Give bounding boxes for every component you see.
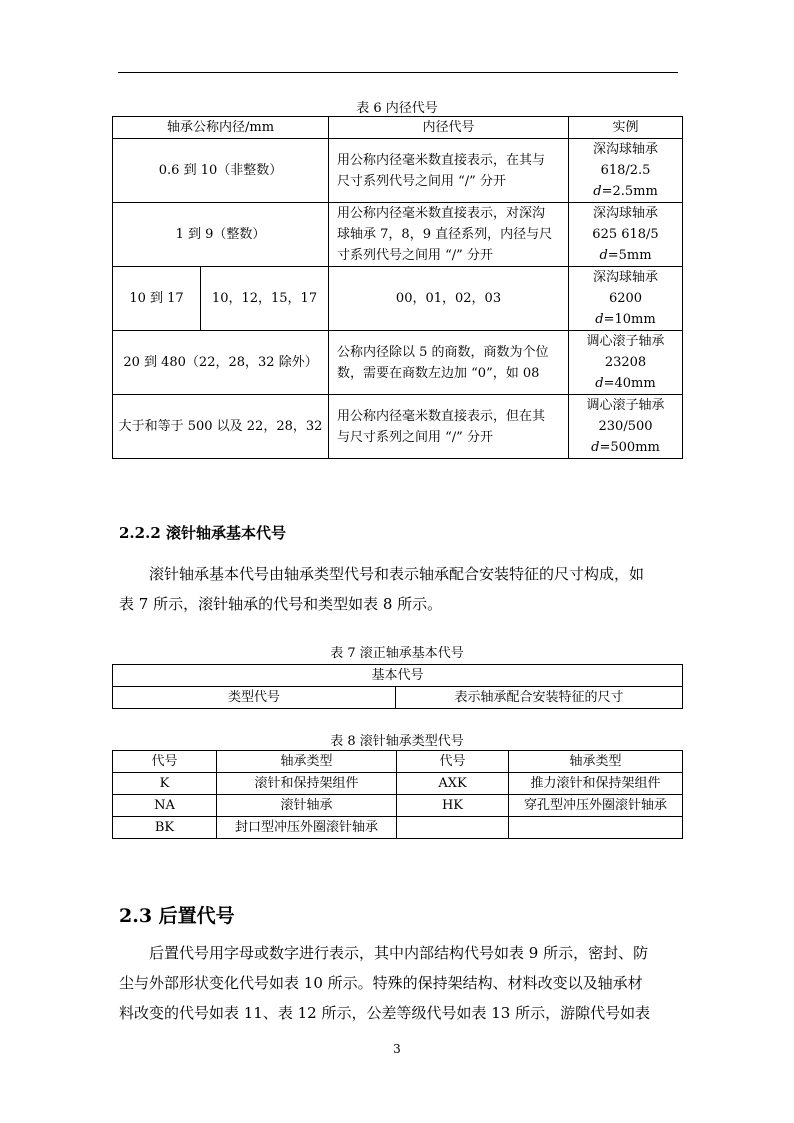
- table8-cell: 滚针轴承: [217, 795, 397, 817]
- table8-cell: AXK: [397, 773, 509, 795]
- table8-cell: BK: [113, 817, 217, 839]
- table6-code-cell: [329, 331, 569, 395]
- paragraph: [119, 938, 681, 1028]
- table6-code-line: 数，需要在商数左边加 “0”，如 08: [337, 365, 540, 381]
- table6: [112, 116, 683, 459]
- table7-right-cell: 表示轴承配合安装特征的尺寸: [396, 687, 683, 709]
- table6-code-line: 用公称内径毫米数直接表示，在其与: [337, 152, 546, 168]
- table6-code-cell: [329, 139, 569, 203]
- table6-range-cell: 20 到 480（22，28，32 除外）: [113, 331, 329, 395]
- table7: [112, 664, 683, 709]
- table6-code-line: 寸系列代号之间用 “/” 分开: [337, 248, 493, 263]
- table6-code-line: 球轴承 7，8，9 直径系列，内径与尺: [337, 227, 553, 242]
- table-row: [113, 267, 683, 331]
- table6-example-line: 深沟球轴承: [593, 270, 659, 285]
- d-symbol: d: [595, 376, 604, 391]
- table6-example-cell: [569, 203, 683, 267]
- table-row: [113, 687, 683, 709]
- paragraph: [119, 559, 681, 619]
- table6-range-cell: 1 到 9（整数）: [113, 203, 329, 267]
- table-row: [113, 665, 683, 687]
- table8-header-cell: 代号: [113, 751, 217, 773]
- table6-header-cell: 轴承公称内径/mm: [113, 117, 329, 139]
- table8-cell: [509, 817, 683, 839]
- table8-cell: 滚针和保持架组件: [217, 773, 397, 795]
- table6-code-cell: 00，01，02，03: [329, 267, 569, 331]
- table6-example-line: 调心滚子轴承: [586, 334, 665, 349]
- header-rule: [118, 72, 678, 73]
- table7-left-cell: 类型代号: [113, 687, 396, 709]
- diameter-value: =500mm: [599, 440, 660, 455]
- diameter-value: =5mm: [607, 248, 652, 263]
- table-row: [113, 817, 683, 839]
- table8: [112, 750, 683, 839]
- section-heading-2-2-2: 2.2.2 滚针轴承基本代号: [119, 524, 286, 542]
- table6-example-diameter: [571, 437, 680, 458]
- table-row: [113, 395, 683, 459]
- table-row: [113, 331, 683, 395]
- table6-example-line: 618/2.5: [600, 163, 651, 178]
- table6-caption: 表 6 内径代号: [356, 101, 438, 116]
- table8-header-row: [113, 751, 683, 773]
- table8-header-cell: 轴承类型: [509, 751, 683, 773]
- table6-example-cell: [569, 331, 683, 395]
- table6-example-diameter: [571, 373, 680, 394]
- paragraph-line: 料改变的代号如表 11、表 12 所示，公差等级代号如表 13 所示，游隙代号如表: [119, 1004, 651, 1022]
- table6-header-row: [113, 117, 683, 139]
- d-symbol: d: [591, 440, 600, 455]
- table8-header-cell: 轴承类型: [217, 751, 397, 773]
- table-row: [113, 203, 683, 267]
- table6-code-line: 用公称内径毫米数直接表示，但在其: [337, 408, 546, 424]
- section-heading-2-3: 2.3 后置代号: [119, 905, 235, 927]
- table6-example-diameter: [571, 181, 680, 202]
- paragraph-line: 尘与外部形状变化代号如表 10 所示。特殊的保持架结构、材料改变以及轴承材: [119, 974, 643, 992]
- table-row: [113, 139, 683, 203]
- table8-cell: 推力滚针和保持架组件: [509, 773, 683, 795]
- table6-code-line: 公称内径除以 5 的商数，商数为个位: [337, 344, 549, 360]
- diameter-value: =10mm: [603, 312, 656, 327]
- table8-cell: [397, 817, 509, 839]
- diameter-value: =40mm: [603, 376, 656, 391]
- table6-header-cell: 实例: [569, 117, 683, 139]
- table8-cell: NA: [113, 795, 217, 817]
- table6-example-diameter: [571, 309, 680, 330]
- paragraph-line: 滚针轴承基本代号由轴承类型代号和表示轴承配合安装特征的尺寸构成，如: [149, 565, 645, 583]
- table8-cell: K: [113, 773, 217, 795]
- table8-cell: 封口型冲压外圈滚针轴承: [217, 817, 397, 839]
- table-row: [113, 795, 683, 817]
- d-symbol: d: [593, 184, 602, 199]
- table6-code-cell: [329, 395, 569, 459]
- table6-code-line: 用公称内径毫米数直接表示，对深沟: [337, 206, 546, 221]
- table6-example-line: 调心滚子轴承: [586, 398, 665, 413]
- table6-range-cell: 大于和等于 500 以及 22，28，32: [113, 395, 329, 459]
- paragraph-line: 后置代号用字母或数字进行表示，其中内部结构代号如表 9 所示，密封、防: [149, 944, 649, 962]
- table-row: [113, 773, 683, 795]
- diameter-value: =2.5mm: [601, 184, 658, 199]
- table8-cell: HK: [397, 795, 509, 817]
- table6-code-line: 尺寸系列代号之间用 “/” 分开: [337, 173, 506, 189]
- table6-example-line: 230/500: [598, 419, 653, 434]
- d-symbol: d: [595, 312, 604, 327]
- table7-top-cell: 基本代号: [113, 665, 683, 687]
- table6-code-line: 与尺寸系列之间用 “/” 分开: [337, 429, 493, 445]
- table7-caption: 表 7 滚正轴承基本代号: [330, 646, 464, 661]
- table6-example-line: 6200: [608, 291, 643, 306]
- table6-sub-cell: 10，12，15，17: [201, 267, 329, 331]
- table6-example-line: 深沟球轴承: [593, 142, 659, 157]
- table8-cell: 穿孔型冲压外圈滚针轴承: [509, 795, 683, 817]
- table8-caption: 表 8 滚针轴承类型代号: [330, 734, 464, 749]
- table6-code-cell: [329, 203, 569, 267]
- table6-example-line: 625 618/5: [592, 227, 659, 242]
- table6-example-cell: [569, 139, 683, 203]
- table6-example-cell: [569, 267, 683, 331]
- table6-example-line: 23208: [604, 355, 647, 370]
- table6-header-cell: 内径代号: [329, 117, 569, 139]
- table6-range-cell: 10 到 17: [113, 267, 201, 331]
- table6-range-cell: 0.6 到 10（非整数）: [113, 139, 329, 203]
- table6-example-cell: [569, 395, 683, 459]
- page-number: 3: [393, 1042, 401, 1056]
- table8-header-cell: 代号: [397, 751, 509, 773]
- table6-example-diameter: [571, 245, 680, 266]
- paragraph-line: 表 7 所示，滚针轴承的代号和类型如表 8 所示。: [119, 595, 443, 613]
- table6-example-line: 深沟球轴承: [593, 206, 659, 221]
- d-symbol: d: [599, 248, 608, 263]
